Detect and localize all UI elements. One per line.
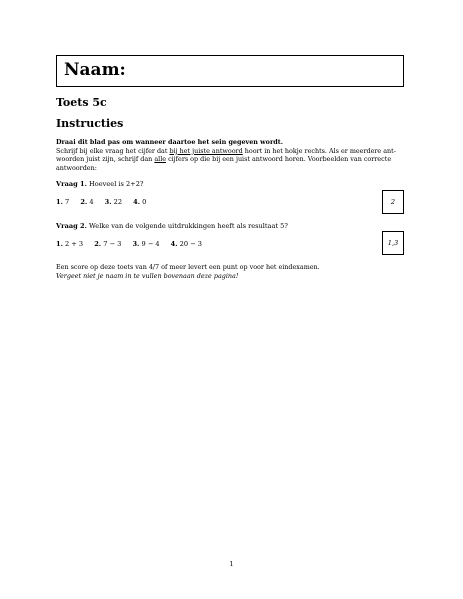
instructions-line-2-underlined: alle [154, 155, 167, 164]
instructions-line-1-end: hoort in het hokje rechts. Als er meerdere ant- [242, 146, 396, 155]
question-2-text: Welke van de volgende uitdrukkingen heeft als resultaat 5? [89, 222, 288, 230]
name-reminder: Vergeet niet je naam in te vullen bovenaan deze pagina! [56, 271, 239, 280]
question-1-answer-box[interactable] [382, 190, 404, 214]
question-1-label: Vraag 1. [56, 180, 87, 188]
score-note-block [56, 263, 320, 280]
question-2-option-2 [94, 240, 121, 248]
question-1-option-3 [105, 198, 122, 206]
question-1-options [56, 198, 155, 206]
instructions-line-3: antwoorden: [56, 163, 97, 172]
question-2-label: Vraag 2. [56, 222, 87, 230]
option-text: 20 − 3 [179, 240, 202, 248]
option-number: 2. [94, 240, 102, 248]
option-number: 3. [132, 240, 140, 248]
question-2-answer: 1,3 [387, 239, 399, 247]
score-note: Een score op deze toets van 4/7 of meer levert een punt op voor het eindexamen. [56, 263, 320, 271]
instructions-text [56, 138, 406, 172]
instructions-line-1-underlined: bij het juiste antwoord [169, 146, 243, 155]
instructions-line-2-start: woorden juist zijn, schrijf dan [56, 155, 155, 164]
instructions-line-2-end: cijfers op die bij een juist antwoord horen. Voorbeelden van correcte [166, 155, 392, 164]
instructions-line-1 [56, 147, 406, 156]
question-2-title [56, 222, 288, 230]
option-text: 4 [89, 198, 94, 206]
option-text: 2 + 3 [65, 240, 84, 248]
option-number: 4. [133, 198, 141, 206]
question-1-text: Hoeveel is 2+2? [89, 180, 144, 188]
option-number: 2. [80, 198, 88, 206]
question-1-option-1 [56, 198, 69, 206]
instructions-bold-line: Draai dit blad pas om wanneer daartoe het sein gegeven wordt. [56, 138, 283, 146]
question-2-answer-box[interactable] [382, 231, 404, 255]
name-label: Naam: [64, 60, 126, 80]
test-title: Toets 5c [56, 96, 107, 109]
question-2-option-3 [132, 240, 159, 248]
question-1-option-4 [133, 198, 146, 206]
instructions-heading: Instructies [56, 117, 124, 130]
question-1-option-2 [80, 198, 93, 206]
option-number: 3. [104, 198, 112, 206]
option-text: 7 − 3 [103, 240, 122, 248]
option-text: 9 − 4 [141, 240, 160, 248]
question-2-options [56, 240, 211, 248]
instructions-line-1-start: Schrijf bij elke vraag het cijfer dat [56, 146, 170, 155]
instructions-line-2 [56, 155, 406, 164]
question-1-answer: 2 [390, 198, 396, 206]
option-number: 4. [170, 240, 178, 248]
option-text: 7 [65, 198, 70, 206]
option-text: 22 [113, 198, 123, 206]
page-number: 1 [229, 560, 234, 568]
question-2-option-1 [56, 240, 83, 248]
question-1-title [56, 180, 143, 188]
option-text: 0 [142, 198, 147, 206]
question-2-option-4 [171, 240, 202, 248]
name-field-box[interactable] [56, 55, 404, 87]
option-number: 1. [56, 198, 63, 206]
option-number: 1. [56, 240, 63, 248]
